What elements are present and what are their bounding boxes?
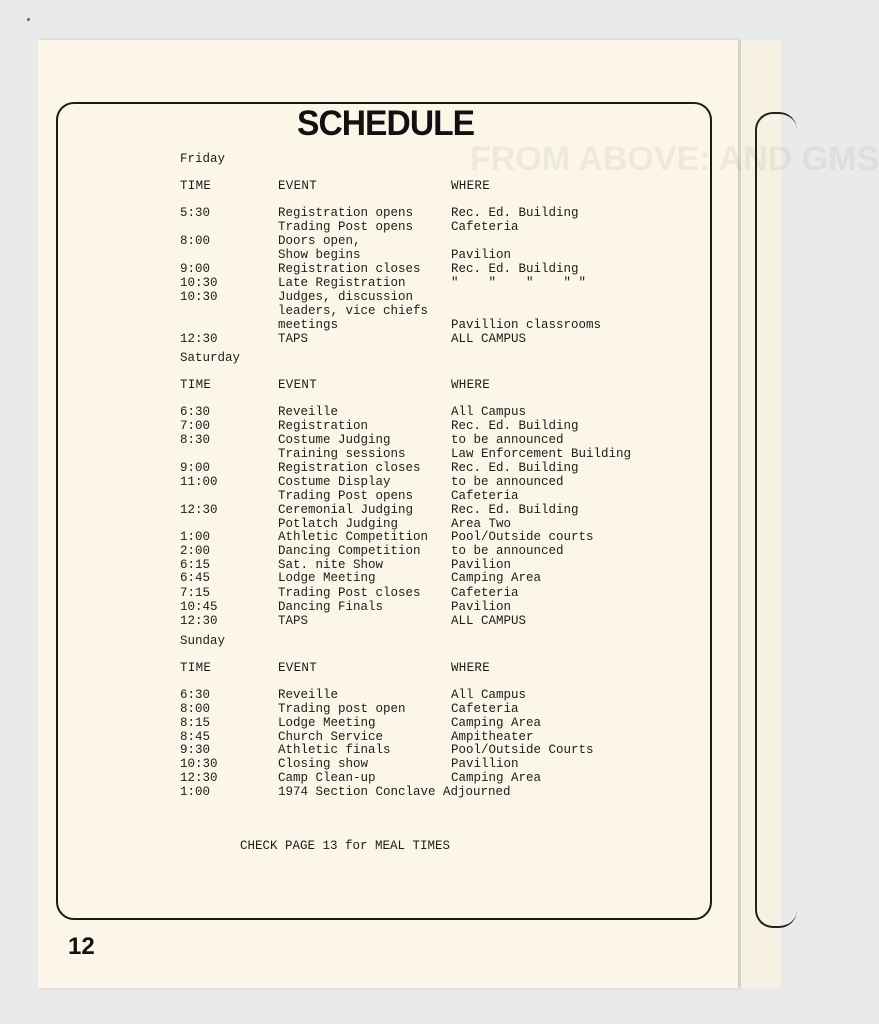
row-event: Trading Post opens bbox=[278, 489, 414, 503]
row-where: All Campus bbox=[451, 688, 527, 702]
row-where: Pavillion classrooms bbox=[451, 318, 602, 332]
row-event: Reveille bbox=[278, 405, 339, 419]
column-header-where: WHERE bbox=[451, 179, 491, 193]
row-time: 8:15 bbox=[180, 716, 211, 730]
row-event: Training sessions bbox=[278, 447, 406, 461]
row-time: 2:00 bbox=[180, 544, 211, 558]
row-time: 7:00 bbox=[180, 419, 211, 433]
row-time: 6:45 bbox=[180, 571, 211, 585]
row-event: TAPS bbox=[278, 332, 309, 346]
page-title: SCHEDULE bbox=[297, 104, 475, 143]
row-where: Pool/Outside courts bbox=[451, 530, 594, 544]
row-event: 1974 Section Conclave Adjourned bbox=[278, 785, 511, 799]
row-where: to be announced bbox=[451, 433, 564, 447]
row-event: Athletic Competition bbox=[278, 530, 429, 544]
row-time: 12:30 bbox=[180, 771, 218, 785]
row-event: TAPS bbox=[278, 614, 309, 628]
column-header-event: EVENT bbox=[278, 661, 318, 675]
row-where: Rec. Ed. Building bbox=[451, 419, 579, 433]
row-time: 9:30 bbox=[180, 743, 211, 757]
row-time: 10:30 bbox=[180, 757, 218, 771]
bleed-through-text: FROM ABOVE: AND GMS bbox=[470, 140, 879, 178]
row-where: Cafeteria bbox=[451, 220, 519, 234]
row-where: Rec. Ed. Building bbox=[451, 262, 579, 276]
row-event: meetings bbox=[278, 318, 339, 332]
row-event: Ceremonial Judging bbox=[278, 503, 414, 517]
column-header-event: EVENT bbox=[278, 179, 318, 193]
row-where: ALL CAMPUS bbox=[451, 614, 527, 628]
row-time: 5:30 bbox=[180, 206, 211, 220]
column-header-where: WHERE bbox=[451, 378, 491, 392]
row-where: to be announced bbox=[451, 475, 564, 489]
row-where: ALL CAMPUS bbox=[451, 332, 527, 346]
column-header-where: WHERE bbox=[451, 661, 491, 675]
row-time: 6:30 bbox=[180, 688, 211, 702]
row-time: 9:00 bbox=[180, 262, 211, 276]
row-where: Camping Area bbox=[451, 571, 542, 585]
row-time: 1:00 bbox=[180, 530, 211, 544]
row-event: Trading Post opens bbox=[278, 220, 414, 234]
row-event: Dancing Finals bbox=[278, 600, 384, 614]
meal-times-note: CHECK PAGE 13 for MEAL TIMES bbox=[240, 839, 451, 853]
row-event: Trading Post closes bbox=[278, 586, 421, 600]
row-event: Dancing Competition bbox=[278, 544, 421, 558]
row-time: 10:45 bbox=[180, 600, 218, 614]
row-event: Registration opens bbox=[278, 206, 414, 220]
row-where: Camping Area bbox=[451, 716, 542, 730]
day-heading: Friday bbox=[180, 152, 226, 166]
row-where: Rec. Ed. Building bbox=[451, 206, 579, 220]
row-time: 11:00 bbox=[180, 475, 218, 489]
row-event: Doors open, bbox=[278, 234, 361, 248]
row-event: Reveille bbox=[278, 688, 339, 702]
row-time: 12:30 bbox=[180, 503, 218, 517]
row-event: leaders, vice chiefs bbox=[278, 304, 429, 318]
column-header-time: TIME bbox=[180, 179, 212, 193]
row-time: 12:30 bbox=[180, 332, 218, 346]
row-where: Pavilion bbox=[451, 248, 512, 262]
row-event: Show begins bbox=[278, 248, 361, 262]
row-where: Law Enforcement Building bbox=[451, 447, 632, 461]
row-event: Costume Judging bbox=[278, 433, 391, 447]
row-event: Registration closes bbox=[278, 262, 421, 276]
row-time: 6:15 bbox=[180, 558, 211, 572]
row-time: 8:30 bbox=[180, 433, 211, 447]
row-time: 9:00 bbox=[180, 461, 211, 475]
row-where: Cafeteria bbox=[451, 702, 519, 716]
row-where: Camping Area bbox=[451, 771, 542, 785]
row-where: Pavilion bbox=[451, 600, 512, 614]
row-event: Camp Clean-up bbox=[278, 771, 376, 785]
row-event: Church Service bbox=[278, 730, 384, 744]
column-header-time: TIME bbox=[180, 378, 212, 392]
row-time: 8:45 bbox=[180, 730, 211, 744]
row-where: Ampitheater bbox=[451, 730, 534, 744]
row-time: 12:30 bbox=[180, 614, 218, 628]
column-header-event: EVENT bbox=[278, 378, 318, 392]
row-event: Athletic finals bbox=[278, 743, 391, 757]
column-header-time: TIME bbox=[180, 661, 212, 675]
row-event: Registration closes bbox=[278, 461, 421, 475]
row-event: Trading post open bbox=[278, 702, 406, 716]
row-time: 1:00 bbox=[180, 785, 211, 799]
row-time: 10:30 bbox=[180, 290, 218, 304]
day-heading: Sunday bbox=[180, 634, 226, 648]
day-heading: Saturday bbox=[180, 351, 241, 365]
scan-dot bbox=[27, 18, 30, 21]
row-where: Pavilion bbox=[451, 558, 512, 572]
row-where: Pool/Outside Courts bbox=[451, 743, 594, 757]
row-event: Closing show bbox=[278, 757, 369, 771]
row-event: Judges, discussion bbox=[278, 290, 414, 304]
row-event: Late Registration bbox=[278, 276, 406, 290]
row-where: All Campus bbox=[451, 405, 527, 419]
row-event: Sat. nite Show bbox=[278, 558, 384, 572]
row-where: Cafeteria bbox=[451, 489, 519, 503]
row-event: Costume Display bbox=[278, 475, 391, 489]
next-page-frame bbox=[755, 112, 797, 928]
row-where: Rec. Ed. Building bbox=[451, 503, 579, 517]
row-time: 10:30 bbox=[180, 276, 218, 290]
row-time: 6:30 bbox=[180, 405, 211, 419]
row-event: Registration bbox=[278, 419, 369, 433]
row-event: Potlatch Judging bbox=[278, 517, 399, 531]
row-event: Lodge Meeting bbox=[278, 716, 376, 730]
row-where: " " " " " bbox=[451, 276, 587, 290]
row-time: 7:15 bbox=[180, 586, 211, 600]
page-number: 12 bbox=[68, 933, 95, 960]
row-time: 8:00 bbox=[180, 234, 211, 248]
row-where: Rec. Ed. Building bbox=[451, 461, 579, 475]
row-where: Pavillion bbox=[451, 757, 519, 771]
row-where: to be announced bbox=[451, 544, 564, 558]
row-where: Area Two bbox=[451, 517, 512, 531]
row-time: 8:00 bbox=[180, 702, 211, 716]
row-event: Lodge Meeting bbox=[278, 571, 376, 585]
row-where: Cafeteria bbox=[451, 586, 519, 600]
